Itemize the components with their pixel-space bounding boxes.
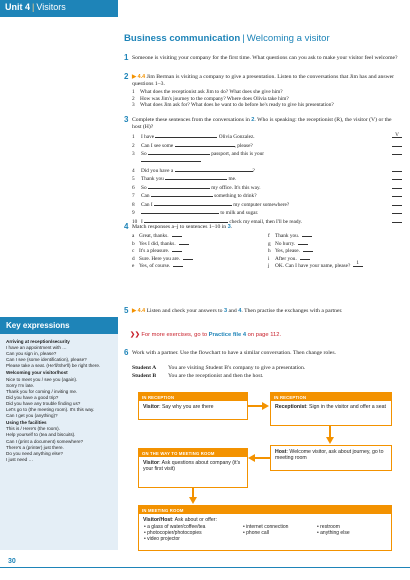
blank-field[interactable]	[148, 184, 210, 189]
response-text: Thank you.	[275, 233, 300, 239]
sentence-end: my computer somewhere?	[231, 201, 290, 208]
response-item	[132, 232, 252, 240]
exercise-4-responses-right	[268, 232, 404, 270]
sidebar-spacer	[0, 17, 118, 317]
sentence-end: to milk and sugar.	[219, 210, 259, 216]
sentence-end: ?	[252, 167, 255, 174]
response-item	[268, 262, 404, 270]
sentence-start: Did you have a	[141, 167, 175, 174]
student-a-role	[132, 365, 402, 372]
response-text: Yes, of course.	[139, 263, 171, 270]
speaker-answer-field[interactable]	[392, 192, 402, 197]
flow-arrow-right-icon	[262, 402, 269, 410]
response-text: Sure. Here you are.	[139, 255, 181, 262]
sentence-number: 1	[132, 134, 135, 140]
question-number: 3	[132, 102, 135, 108]
flow-text: : Welcome visitor, ask about journey, go to meeting room	[275, 449, 384, 462]
flow-box-visitor-reception	[138, 392, 248, 420]
exercise-1-text: Someone is visiting your company for the first time. What questions can you ask to make your visitor feel welcome?	[132, 55, 398, 61]
unit-header-band	[0, 0, 118, 17]
sentence-start: Can I	[141, 201, 154, 208]
key-expression: Let's go to (the meeting room). It's this way.	[6, 407, 95, 413]
flow-box-heading: IN MEETING ROOM	[139, 506, 391, 514]
sentence-item	[132, 175, 404, 183]
key-expression: This is / Here's (the room).	[6, 426, 60, 432]
sentence-number: 7	[132, 193, 135, 199]
key-expressions-heading: Welcoming your visitor/host	[6, 370, 68, 376]
sentence-end: Olivia Gonzalez.	[217, 134, 255, 140]
response-answer-field[interactable]	[172, 247, 182, 252]
key-expressions-heading: Arriving at reception/security	[6, 339, 70, 344]
response-answer-field[interactable]	[179, 240, 189, 245]
exercise-5-text-a: Listen and check your answers to	[145, 308, 224, 314]
key-expression: Can I (print a document) somewhere?	[6, 438, 84, 444]
sentence-start: I have	[141, 134, 156, 140]
sentence-item	[132, 192, 404, 200]
response-text: After you.	[275, 255, 297, 262]
response-text: Yes I did, thanks.	[139, 240, 176, 247]
response-letter: c	[132, 248, 135, 255]
speaker-answer-field[interactable]	[392, 167, 402, 172]
student-b-text: You are the receptionist and then the host.	[168, 373, 264, 379]
blank-field[interactable]	[151, 192, 213, 197]
flow-text: : Ask about or offer:	[172, 516, 217, 523]
key-expression: Thank you for coming / inviting me.	[6, 388, 78, 394]
flow-role: Visitor	[143, 403, 160, 410]
page-number: 30	[8, 558, 16, 565]
flow-box-heading: IN RECEPTION	[271, 393, 391, 401]
flow-box-host	[270, 445, 392, 471]
sentence-end: check my email, then I'll be ready.	[228, 218, 303, 225]
key-expression: Did you have any trouble finding us?	[6, 400, 81, 406]
response-answer-field[interactable]	[303, 247, 313, 252]
flow-role: Receptionist	[275, 403, 307, 410]
speaker-answer-field[interactable]	[392, 209, 402, 214]
offer-item: • phone call	[243, 530, 269, 536]
question-text: What does Jim ask for? What does he want to do before he's ready to give his presentation?	[140, 102, 334, 108]
exercise-reference: 3	[227, 224, 231, 230]
speaker-answer-field[interactable]	[392, 175, 402, 180]
sentence-start: Can I see some	[141, 142, 175, 149]
exercise-reference: 3	[223, 308, 228, 314]
exercise-2-intro: Jim Berman is visiting a company to give a presentation. Listen to the conversations that Jim has and answer questions 1–3.	[132, 74, 395, 87]
exercise-3	[124, 115, 402, 131]
section-title-main: Business communication	[124, 33, 241, 44]
sentence-number: 10	[132, 218, 138, 225]
exercise-2-questions	[132, 89, 402, 109]
exercise-3-intro-a: Complete these sentences from the conversations in	[132, 117, 252, 123]
response-letter: e	[132, 263, 135, 270]
response-letter: a	[132, 233, 135, 239]
key-expression: Did you have a good trip?	[6, 394, 59, 400]
flow-role: Visitor/Host	[143, 516, 173, 523]
sentence-number: 8	[132, 201, 135, 208]
response-answer-field[interactable]	[300, 255, 310, 260]
offer-item: • anything else	[317, 530, 350, 536]
response-item	[268, 240, 404, 248]
exercise-reference: 4	[238, 308, 242, 314]
exercise-number: 2	[124, 72, 129, 81]
practice-file-reference	[130, 332, 281, 338]
audio-track-label[interactable]: ▶ 4.4	[132, 308, 146, 314]
sentence-number: 3	[132, 151, 135, 157]
flow-connector	[248, 405, 263, 407]
key-expression: Can I get you (anything)?	[6, 413, 58, 419]
unit-title: Visitors	[36, 2, 66, 12]
flow-text: : Sign in the visitor and offer a seat	[306, 403, 386, 410]
flow-connector	[255, 457, 270, 459]
offer-item: • a glass of water/coffee/tea	[144, 524, 206, 530]
response-answer-field[interactable]	[172, 232, 182, 237]
exercise-number: 4	[124, 222, 129, 231]
response-item	[132, 262, 252, 270]
student-b-role	[132, 373, 402, 380]
question-number: 2	[132, 95, 135, 102]
flow-role: Host	[275, 449, 287, 455]
sentence-end: me.	[227, 176, 237, 182]
sentence-item	[132, 201, 404, 209]
exercise-4-intro-b: .	[230, 224, 233, 230]
speaker-answer: V	[395, 132, 399, 138]
blank-field[interactable]	[141, 157, 201, 162]
response-letter: b	[132, 240, 135, 247]
exercise-1	[124, 53, 402, 62]
sentence-item	[132, 133, 404, 141]
speaker-answer-field[interactable]	[392, 201, 402, 206]
question-text: What does the receptionist ask Jim to do? What does she give him?	[140, 89, 283, 95]
sentence-start: Thank you	[141, 176, 166, 182]
flow-box-way-to-meeting-room	[138, 448, 248, 488]
response-answer-field[interactable]	[183, 255, 193, 260]
flow-text: : Say why you are there	[159, 403, 214, 410]
speaker-answer-field[interactable]	[392, 150, 402, 155]
question-number: 1	[132, 89, 135, 95]
response-text: Yes, please.	[275, 248, 300, 255]
exercise-5-text-b: . Then practise the exchanges with a partner.	[241, 308, 343, 314]
response-item	[268, 255, 404, 263]
exercise-5-mid: and	[227, 308, 239, 314]
speaker-answer-field[interactable]	[392, 142, 402, 147]
audio-track-label[interactable]: ▶ 4.4	[132, 74, 146, 80]
sentence-start: Can	[141, 193, 151, 199]
exercise-number: 6	[124, 348, 129, 357]
exercise-6	[124, 348, 402, 357]
sentence-item	[132, 209, 404, 217]
sentence-end: passport, and this is your	[209, 151, 265, 157]
exercise-number: 1	[124, 53, 129, 62]
unit-label: Unit 4	[5, 2, 31, 12]
key-expressions-title: Key expressions	[0, 317, 118, 334]
response-item	[268, 232, 404, 240]
key-expression: Sorry I'm late.	[6, 382, 35, 388]
sentence-number: 4	[132, 167, 135, 174]
response-text: Great, thanks.	[139, 233, 169, 239]
sentence-number: 6	[132, 184, 135, 191]
response-answer-field[interactable]	[353, 262, 363, 267]
exercise-4	[124, 222, 402, 231]
offer-item: • restroom	[317, 524, 340, 530]
response-item	[132, 247, 252, 255]
blank-field[interactable]	[165, 175, 227, 180]
offer-list-col-3	[317, 524, 387, 536]
sentence-start: So	[141, 151, 148, 157]
response-item	[132, 255, 252, 263]
blank-field[interactable]	[141, 209, 219, 214]
offer-item: • photocopier/photocopies	[144, 530, 202, 536]
blank-field[interactable]	[148, 150, 210, 155]
response-text: It's a pleasure.	[139, 248, 170, 255]
response-item	[132, 240, 252, 248]
key-expressions-heading: Using the facilities	[6, 420, 47, 426]
response-letter: g	[268, 240, 271, 247]
response-text: No hurry.	[275, 240, 296, 247]
question-text: How was Jim's journey to the company? Where does Olivia take him?	[140, 95, 289, 102]
response-answer-field[interactable]	[302, 232, 312, 237]
section-title: Business communication | Welcoming a visitor	[124, 33, 330, 44]
sentence-item	[132, 184, 404, 192]
footer-rule	[0, 567, 410, 568]
key-expression: Please take a seat. (He'll/She'll) be right there.	[6, 363, 101, 369]
student-a-text: You are visiting Student B's company to give a presentation.	[168, 365, 306, 371]
key-expression: I just need …	[6, 456, 34, 462]
key-expressions-list	[6, 338, 116, 463]
sentence-end: something to drink?	[212, 193, 257, 199]
blank-field[interactable]	[175, 142, 235, 147]
sentence-start: So	[141, 184, 148, 191]
sentence-end: , please?	[234, 142, 253, 149]
practice-file-link[interactable]: Practice file 4	[208, 332, 247, 338]
response-item	[268, 247, 404, 255]
sentence-end: my office. It's this way.	[209, 184, 261, 191]
exercise-number: 3	[124, 115, 129, 124]
response-answer-field[interactable]	[173, 262, 183, 267]
response-answer-field[interactable]	[298, 240, 308, 245]
flow-arrow-down-icon	[326, 437, 334, 444]
response-answer: 1	[356, 260, 359, 267]
response-letter: j	[268, 263, 270, 270]
exercise-4-responses-left	[132, 232, 252, 270]
sentence-item	[132, 167, 404, 175]
key-expression: Can you sign in, please?	[6, 351, 57, 357]
flow-text: : Ask questions about company (it's your first visit)	[143, 459, 241, 472]
sentence-number: 2	[132, 142, 135, 149]
exercise-3-intro-b: . Who is speaking: the receptionist (R), the visitor (V) or the host (H)?	[132, 117, 392, 130]
sentence-start: I	[141, 218, 145, 225]
exercise-number: 5	[124, 306, 129, 315]
exercise-reference: 2	[251, 117, 255, 123]
flow-box-heading: ON THE WAY TO MEETING ROOM	[139, 449, 247, 457]
double-chevron-icon: ❯❯	[130, 332, 140, 338]
sentence-number: 5	[132, 176, 135, 182]
key-expression: Do you need anything else?	[6, 450, 63, 456]
speaker-answer-field[interactable]	[392, 218, 402, 223]
sentence-number: 9	[132, 210, 135, 216]
student-a-label: Student A	[132, 365, 157, 371]
exercise-5	[124, 306, 402, 315]
student-b-label: Student B	[132, 373, 157, 379]
response-letter: h	[268, 248, 271, 255]
response-letter: f	[268, 233, 270, 239]
flow-arrow-down-icon	[189, 497, 197, 504]
practice-text-a: For more exercises, go to	[139, 332, 209, 338]
unit-header: Unit 4 | Visitors	[5, 2, 66, 12]
response-letter: d	[132, 255, 135, 262]
key-expression: Can I see (some identification), please?	[6, 357, 87, 363]
key-expression: Nice to meet you / see you (again).	[6, 376, 78, 382]
key-expression: I have an appointment with …	[6, 345, 67, 351]
exercise-4-intro-a: Match responses a–j to sentences 1–10 in	[132, 224, 228, 230]
speaker-answer-field[interactable]	[392, 184, 402, 189]
offer-item: • internet connection	[243, 524, 289, 530]
section-title-sub: Welcoming a visitor	[246, 33, 330, 44]
response-letter: i	[268, 255, 270, 262]
exercise-2	[124, 72, 402, 88]
blank-field[interactable]	[155, 133, 217, 138]
key-expression: There's a (printer) just there.	[6, 444, 64, 450]
question-item	[132, 102, 402, 109]
sentence-item	[132, 142, 404, 150]
blank-field[interactable]	[154, 201, 232, 206]
key-expression: Help yourself to (tea and biscuits).	[6, 432, 76, 438]
offer-list-col-2	[243, 524, 318, 536]
flow-box-heading: IN RECEPTION	[139, 393, 247, 401]
blank-field[interactable]	[144, 218, 228, 223]
blank-field[interactable]	[175, 167, 253, 172]
offer-item: • video projector	[144, 536, 180, 542]
response-text: OK. Can I have your name, please?	[275, 263, 351, 270]
offer-list-col-1	[144, 524, 234, 542]
flow-arrow-left-icon	[248, 454, 255, 462]
flow-box-receptionist	[270, 392, 392, 426]
practice-text-b: on page 112.	[246, 332, 282, 338]
exercise-6-text: Work with a partner. Use the flowchart to have a similar conversation. Then change roles.	[132, 350, 336, 356]
flow-role: Visitor	[143, 459, 160, 466]
